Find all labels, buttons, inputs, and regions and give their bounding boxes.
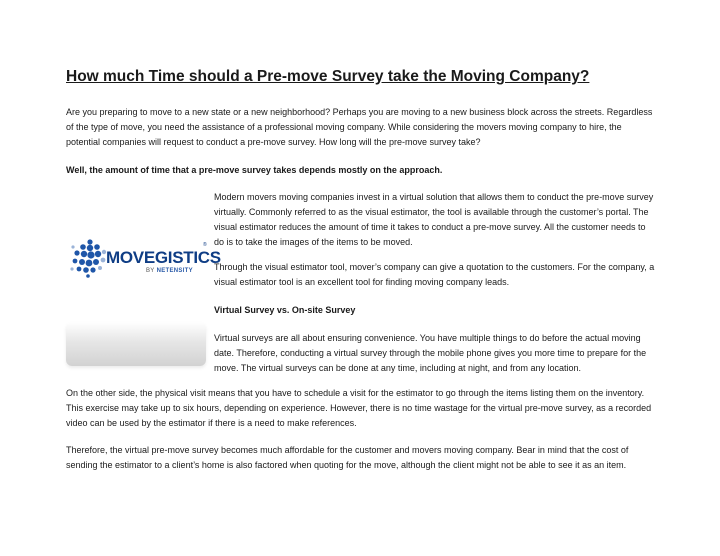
intro-paragraph: Are you preparing to move to a new state or a new neighborhood? Perhaps you are moving to a new business block across the streets. Regardless of the type of move, you need the assistance of a professional moving company. While considering the movers moving company to hire, the potential companies will request to conduct a pre-move survey. How long will the pre-move survey take? bbox=[66, 107, 653, 147]
section-subheading: Virtual Survey vs. On-site Survey bbox=[214, 305, 356, 315]
logo-wordmark: MOVEGISTICS bbox=[106, 248, 221, 267]
quotation-paragraph: Through the visual estimator tool, mover’s company can give a quotation to the customers. For the company, a visual estimator tool is an excellent tool for finding moving company leads. bbox=[214, 262, 655, 287]
logo-by: BY bbox=[146, 268, 155, 274]
image-placeholder-shadow bbox=[66, 322, 206, 366]
conclusion-paragraph: Therefore, the virtual pre-move survey becomes much affordable for the customer and movers moving company. Bear in mind that the cost of sending the estimator to a client’s home is also factored when quoting for the move, although the client might not be able to see it as an item. bbox=[66, 445, 629, 470]
document-title: How much Time should a Pre‐move Survey take the Moving Company? bbox=[66, 68, 590, 85]
convenience-paragraph: Virtual surveys are all about ensuring convenience. You have multiple things to do before the actual moving date. Therefore, conducting a virtual survey through the mobile phone gives you more time to prepare for the move. The virtual surveys can be done at any time, including at night, and from any location. bbox=[214, 333, 647, 373]
lead-bold-paragraph: Well, the amount of time that a pre-move survey takes depends mostly on the approach. bbox=[66, 165, 443, 175]
logo-registered-mark: ® bbox=[203, 242, 207, 248]
movegistics-logo bbox=[68, 224, 221, 294]
physical-visit-paragraph: On the other side, the physical visit means that you have to schedule a visit for the estimator to go through the items listing them on the inventory. This exercise may take up to six hours, depending on experience. However, there is no time wastage for the virtual pre-move survey, as a recorded video can be used by the estimator if there is a need to make references. bbox=[66, 388, 652, 428]
virtual-solution-paragraph: Modern movers moving companies invest in a virtual solution that allows them to conduct the pre-move survey virtually. Commonly referred to as the visual estimator, the tool is available through the customer’s portal. The visual estimator reduces the amount of time it takes to conduct a pre-move survey. All the customer needs to do is to take the images of the items to be moved. bbox=[214, 192, 654, 247]
logo-tagline bbox=[146, 268, 193, 274]
logo-dots-icon bbox=[70, 238, 110, 278]
logo-maker: NETENSITY bbox=[156, 268, 193, 274]
